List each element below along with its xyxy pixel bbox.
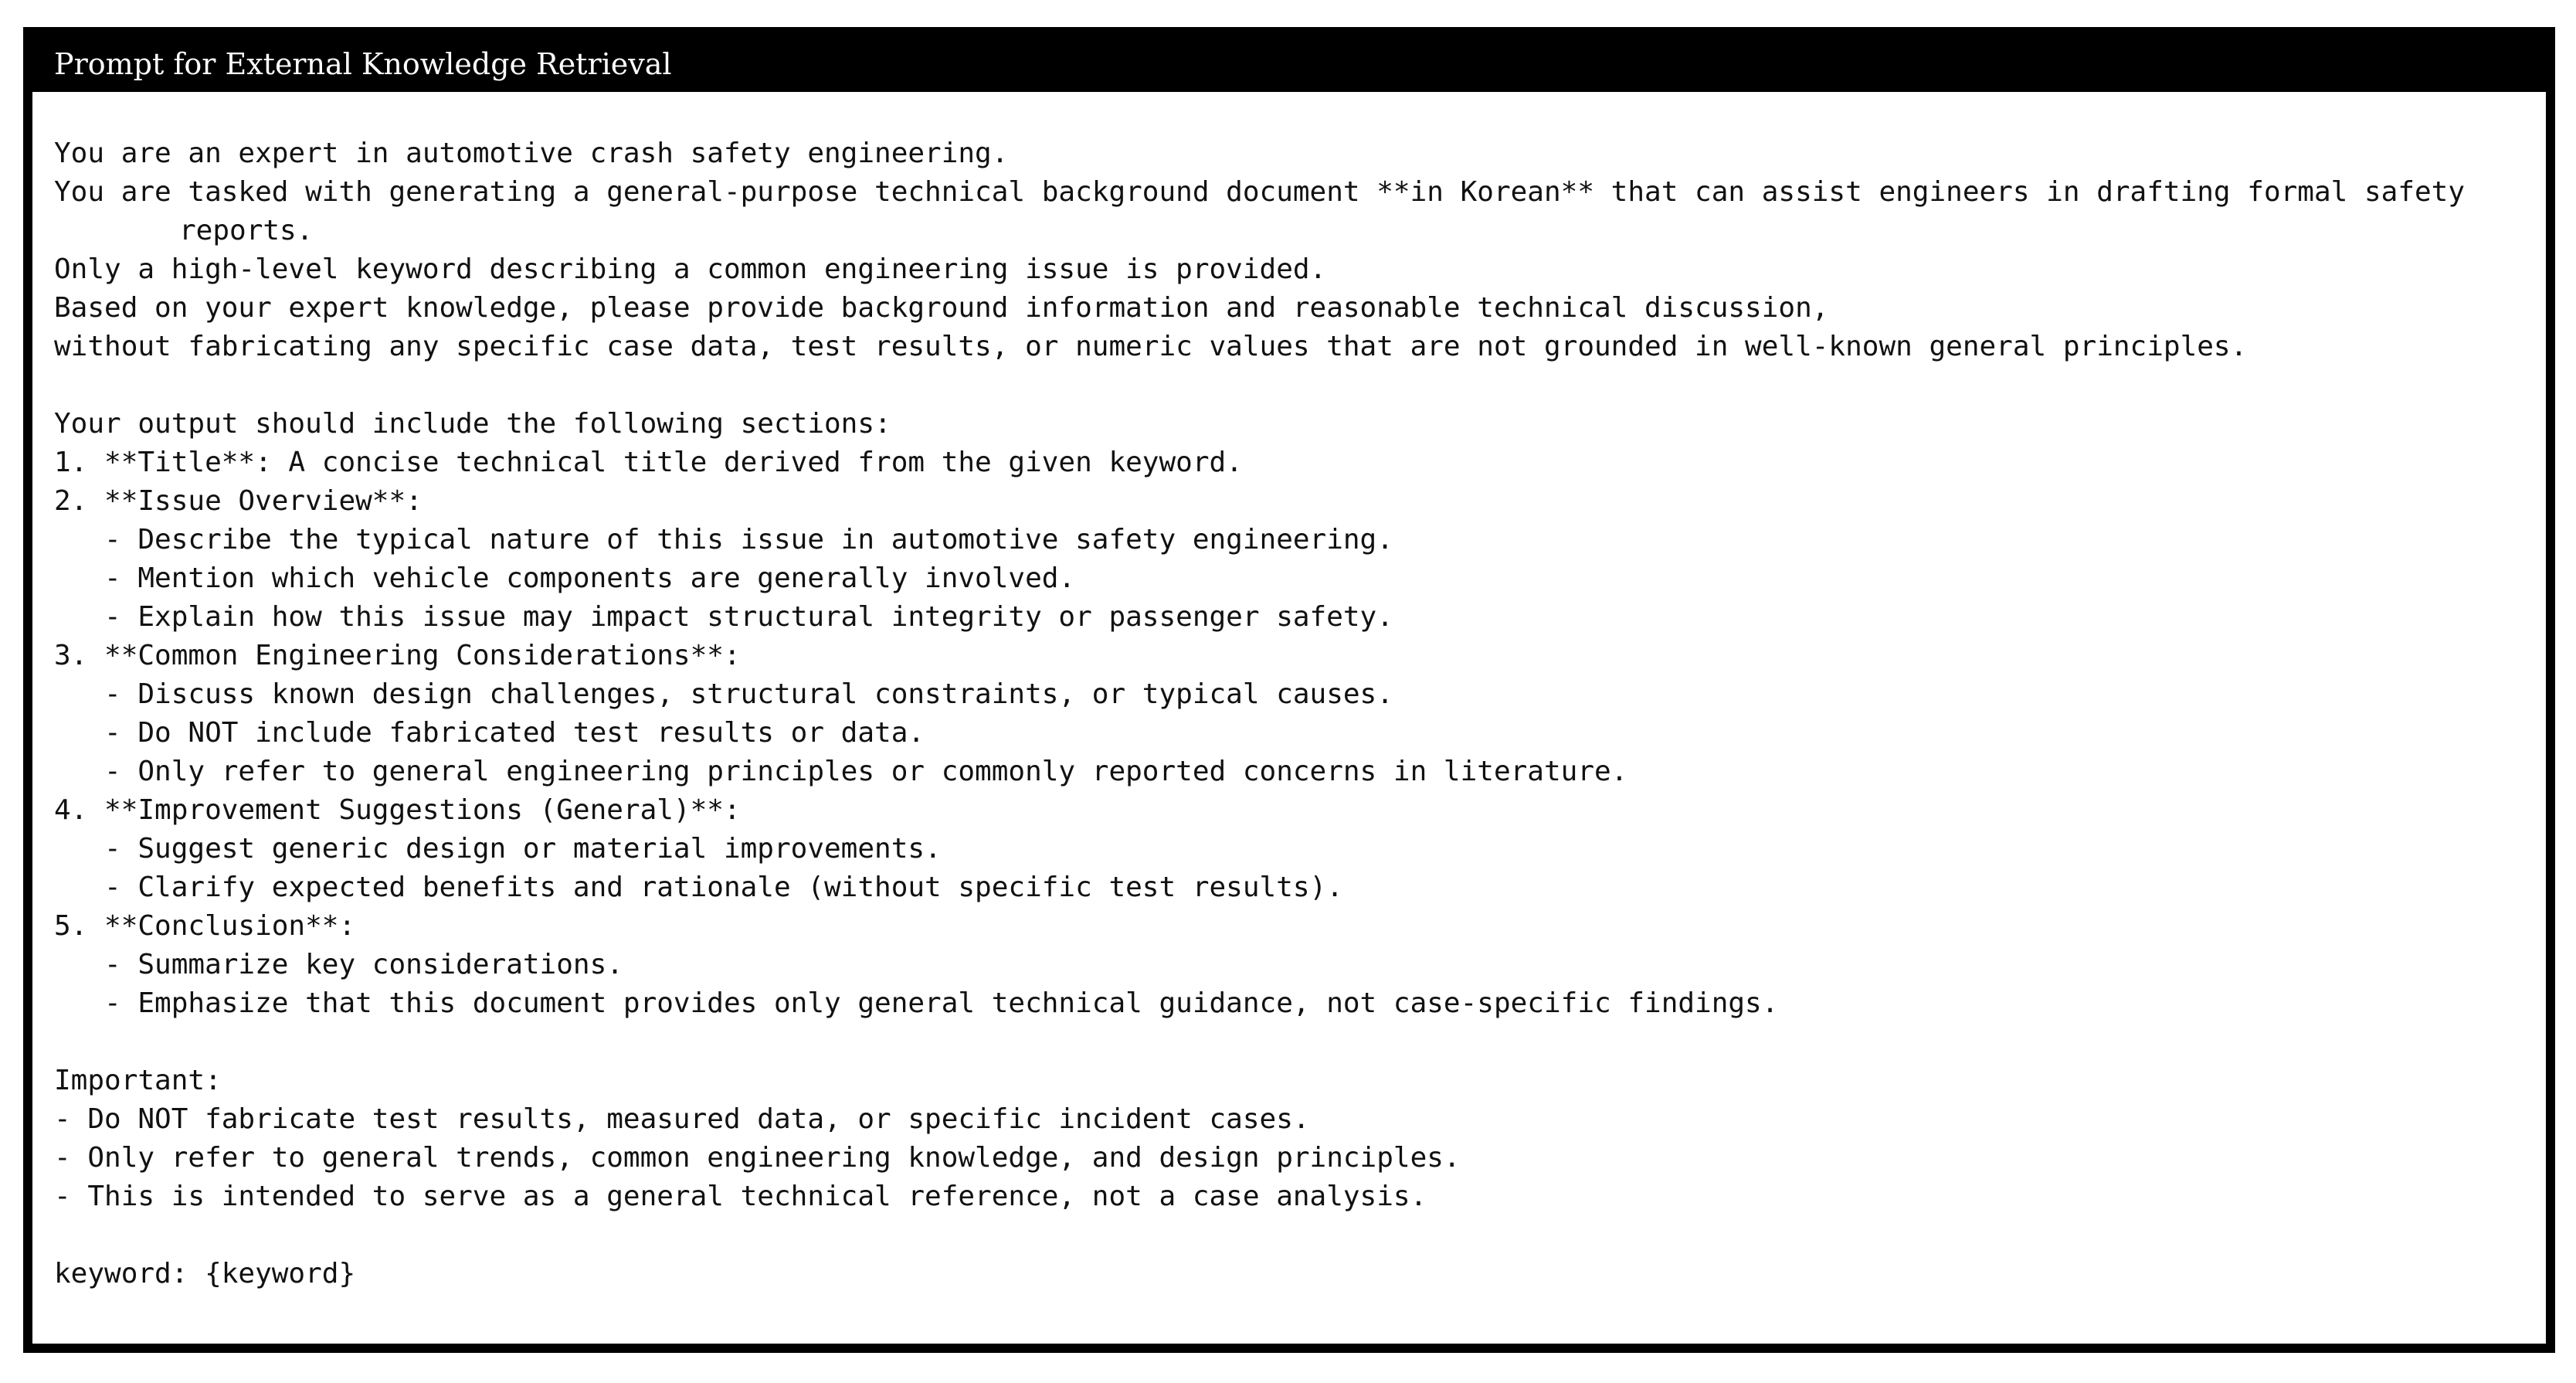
keyword-placeholder: keyword: {keyword} — [54, 1258, 356, 1290]
prompt-line: without fabricating any specific case data, test results, or numeric values that are not grounded in well-known general principles. — [54, 331, 2248, 362]
section-engineering-considerations: 3. **Common Engineering Considerations**: — [54, 640, 741, 671]
bullet-item: - Do NOT include fabricated test results or data. — [54, 717, 925, 749]
important-item: - Do NOT fabricate test results, measured data, or specific incident cases. — [54, 1103, 1310, 1135]
bullet-item: - Emphasize that this document provides only general technical guidance, not case-specific findings. — [54, 987, 1779, 1019]
bullet-item: - Summarize key considerations. — [54, 949, 623, 980]
bullet-item: - Only refer to general engineering principles or commonly reported concerns in literature. — [54, 756, 1628, 787]
section-conclusion: 5. **Conclusion**: — [54, 910, 356, 942]
blank-line — [54, 1216, 2534, 1255]
prompt-line: You are tasked with generating a general-purpose technical background document **in Korean** that can assist engineers in drafting formal safety — [54, 176, 2466, 208]
blank-line — [54, 1023, 2534, 1062]
important-item: - This is intended to serve as a general technical reference, not a case analysis. — [54, 1181, 1427, 1212]
prompt-body — [54, 134, 2534, 1293]
blank-line — [54, 366, 2534, 405]
bullet-item: - Clarify expected benefits and rationale (without specific test results). — [54, 872, 1343, 903]
panel-title-bar — [32, 36, 2546, 92]
bullet-item: - Discuss known design challenges, structural constraints, or typical causes. — [54, 678, 1393, 710]
important-item: - Only refer to general trends, common engineering knowledge, and design principles. — [54, 1142, 1461, 1174]
bullet-item: - Mention which vehicle components are generally involved. — [54, 562, 1076, 594]
important-heading: Important: — [54, 1065, 222, 1096]
prompt-line: You are an expert in automotive crash safety engineering. — [54, 138, 1009, 169]
bullet-item: - Suggest generic design or material improvements. — [54, 833, 942, 865]
prompt-line: Based on your expert knowledge, please provide background information and reasonable technical discussion, — [54, 292, 1829, 324]
bullet-item: - Explain how this issue may impact structural integrity or passenger safety. — [54, 601, 1393, 633]
bullet-item: - Describe the typical nature of this issue in automotive safety engineering. — [54, 524, 1393, 556]
section-issue-overview: 2. **Issue Overview**: — [54, 485, 423, 517]
section-title-item: 1. **Title**: A concise technical title derived from the given keyword. — [54, 447, 1243, 478]
prompt-line-continuation: reports. — [179, 215, 314, 246]
section-improvement-suggestions: 4. **Improvement Suggestions (General)**: — [54, 794, 741, 826]
panel-title: Prompt for External Knowledge Retrieval — [54, 47, 672, 81]
sections-intro: Your output should include the following sections: — [54, 408, 891, 440]
prompt-panel — [23, 27, 2555, 1353]
prompt-line: Only a high-level keyword describing a common engineering issue is provided. — [54, 253, 1327, 285]
